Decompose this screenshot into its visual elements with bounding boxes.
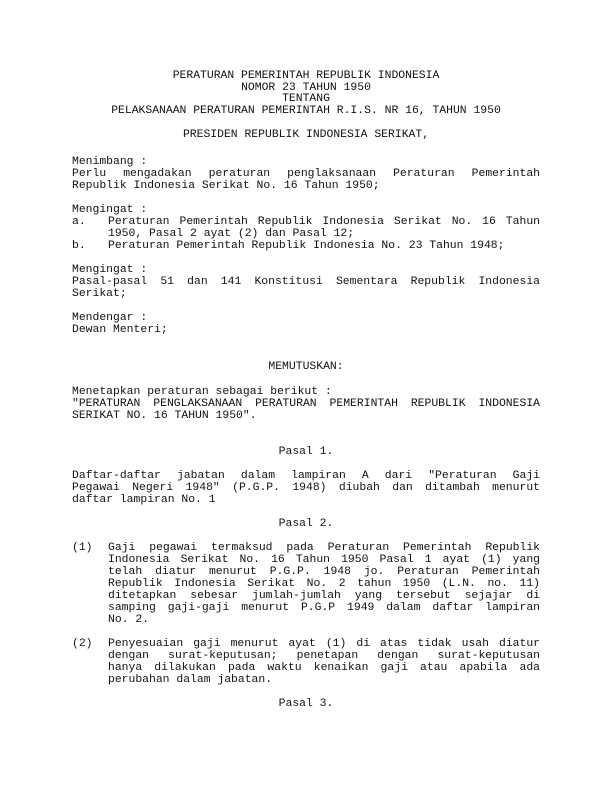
title-line: NOMOR 23 TAHUN 1950: [241, 82, 371, 94]
item-label: (1): [72, 542, 93, 554]
issuer: PRESIDEN REPUBLIK INDONESIA SERIKAT,: [182, 129, 430, 141]
text-line: Peraturan Pemerintah Republik Indonesia No. 23 Tahun 1948;: [108, 240, 505, 252]
text-line: samping gaji-gaji menurut P.G.P 1949 dalam daftar lampiran: [108, 602, 540, 614]
text-line: Dewan Menteri;: [72, 324, 168, 336]
section-heading: Mengingat :: [72, 204, 148, 216]
title-line: PERATURAN PEMERINTAH REPUBLIK INDONESIA: [172, 70, 440, 82]
pasal-1-body: [72, 470, 540, 506]
item-label: b.: [72, 240, 86, 252]
text-line: Republik Indonesia Serikat No. 16 Tahun 1950;: [72, 180, 380, 192]
text-line: telah diatur menurut P.G.P. 1948 jo. Peraturan Pemerintah: [108, 566, 540, 578]
text-line: daftar lampiran No. 1: [72, 494, 216, 506]
section-heading: Mengingat :: [72, 264, 148, 276]
text-line: Daftar-daftar jabatan dalam lampiran A dari "Peraturan Gaji: [72, 470, 540, 482]
text-line: Peraturan Pemerintah Republik Indonesia Serikat No. 16 Tahun: [108, 216, 540, 228]
text-line: Indonesia Serikat No. 16 Tahun 1950 Pasal 1 ayat (1) yang: [108, 554, 540, 566]
item-label: a.: [72, 216, 86, 228]
text-line: Pegawai Negeri 1948" (P.G.P. 1948) diubah dan ditambah menurut: [72, 482, 540, 494]
text-line: hanya dilakukan pada waktu kenaikan gaji atau apabila ada: [108, 662, 540, 674]
pasal-3-title: Pasal 3.: [278, 698, 334, 710]
text-line: Perlu mengadakan peraturan penglaksanaan Peraturan Pemerintah: [72, 168, 540, 180]
text-line: No. 2.: [108, 614, 150, 626]
section-heading: Mendengar :: [72, 312, 148, 324]
menimbang-section: [72, 156, 540, 192]
text-line: ditetapkan sebesar jumlah-jumlah yang tersebut sejajar di: [108, 590, 540, 602]
text-line: perubahan dalam jabatan.: [108, 674, 273, 686]
item-label: (2): [72, 638, 93, 650]
section-heading: Menetapkan peraturan sebagai berikut :: [72, 386, 332, 398]
text-line: dengan surat-keputusan; penetapan dengan surat-keputusan: [108, 650, 540, 662]
title-line: PELAKSANAAN PERATURAN PEMERINTAH R.I.S. NR 16, TAHUN 1950: [111, 105, 501, 117]
text-line: Penyesuaian gaji menurut ayat (1) di atas tidak usah diatur: [108, 638, 540, 650]
pasal-2-body: [72, 542, 540, 686]
mengingat-section-2: [72, 264, 540, 300]
text-line: Serikat;: [72, 288, 127, 300]
pasal-2-title: Pasal 2.: [278, 518, 334, 530]
title-line: TENTANG: [282, 93, 330, 105]
mendengar-section: [72, 312, 540, 336]
menetapkan-section: [72, 386, 540, 422]
text-line: 1950, Pasal 2 ayat (2) dan Pasal 12;: [108, 228, 355, 240]
memutuskan-heading: MEMUTUSKAN:: [268, 361, 344, 373]
document-title: [72, 70, 540, 117]
text-line: Pasal-pasal 51 dan 141 Konstitusi Sementara Republik Indonesia: [72, 276, 540, 288]
text-line: SERIKAT NO. 16 TAHUN 1950".: [72, 410, 257, 422]
text-line: Gaji pegawai termaksud pada Peraturan Pemerintah Republik: [108, 542, 540, 554]
pasal-1-title: Pasal 1.: [278, 446, 334, 458]
section-heading: Menimbang :: [72, 156, 148, 168]
text-line: Republik Indonesia Serikat No. 2 tahun 1950 (L.N. no. 11): [108, 578, 540, 590]
text-line: "PERATURAN PENGLAKSANAAN PERATURAN PEMERINTAH REPUBLIK INDONESIA: [72, 398, 540, 410]
mengingat-section: [72, 204, 540, 252]
